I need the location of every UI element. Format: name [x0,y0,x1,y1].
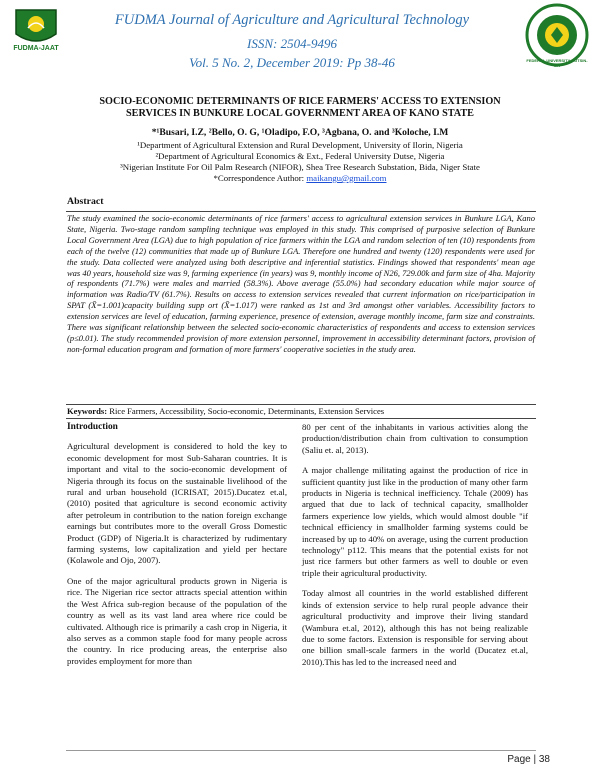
logo-left-caption: FUDMA-JAAT [13,45,59,52]
body-paragraph: One of the major agricultural products grown in Nigeria is rice. The Nigerian rice sector attracts special attention within the West Africa sub-region because of the population of the country as well as its vast land area where rice could be cultivated. Although rice is primarily a cash crop in Nigeria, it also serves as a common staple food for many people across the country. In rice producing areas, the enterprise also provides employment for more than [67,575,287,666]
affiliation-2: ²Department of Agricultural Economics & Ext., Federal University Dutse, Nigeria [155,151,445,161]
fudma-jaat-logo [6,4,66,56]
keywords-rule [66,418,536,419]
page-number: Page | 38 [507,754,550,765]
body-paragraph: 80 per cent of the inhabitants in various activities along the production/distribution chain from cultivation to consumption (Saliu et. al, 2013). [302,422,528,455]
keywords-label: Keywords: [67,406,108,416]
footer-rule [66,750,536,751]
abstract-text: The study examined the socio-economic determinants of rice farmers' access to agricultural extension services in Bunkure LGA, Kano State, Nigeria. Two-stage random sampling technique was employed in this study. This comprised of purposive selection of Bunkure Local Government Area (LGA) due to high population of rice farmers within the LGA and random selection of ten (10) respondents from each of the twelve (12) communities that made up of Bunkure LGA. Therefore one hundred and twenty (120) respondents were used for the study. Data collected were analyzed using both descriptive and inferential statistics. Findings showed that respondents' mean age was 40 years, household size was 9, farming experience (in years) was 9, monthly income of N26, 729.00k and farm size of 4ha. Majority of respondents (71.7%) were males and married (58.3%). Above average (55.0%) had secondary education while major source of information was Radio/TV (61.7%). Results on access to extension services revealed that current information on rice/participation in SPAT (X̄=1.001)capacity building supp ort (X̄=1.017) were ranked as 1st and 3rd amongst other variables. Accessibility factors to extension services are level of education, farming experience, presence of extension, average monthly income, farm size and constraints. There was significant relationship between the selected socio-economic characteristics of respondents and access to extension services (p≤0.01). The study recommended provision of more extension personnel, improvement in accessibility determinant factors, provision of non-formal education program and formation of more farmers' cooperative societies in the study area. [67,213,535,354]
seal-caption: FEDERAL UNIVERSITY DUTSIN-MA [526,58,588,68]
keywords-line [67,406,535,416]
correspondence-line [60,173,540,183]
correspondence-label: *Correspondence Author: [213,173,307,183]
affiliation-1: ¹Department of Agricultural Extension and Rural Development, University of Ilorin, Nigeria [137,140,463,150]
keywords-text: Rice Farmers, Accessibility, Socio-economic, Determinants, Extension Services [107,406,385,416]
left-column [67,422,287,676]
body-paragraph: A major challenge militating against the production of rice in sufficient quantity just like in the production of many other farm products in Nigeria is technical inefficiency. Tchale (2009) has argued that due to lack of technical capacity, smallholder farmers experience low yields, which would almost double "if technical efficiency in smallholder farming systems could be increased by up to 40% on average, using the current production technology" p112. This means that the potential exists for not just rice farmers but other farmers as well to double or even triple their agricultural productivity. [302,465,528,578]
author-list: *¹Busari, I.Z, ²Bello, O. G, ¹Oladipo, F.O, ³Agbana, O. and ³Koloche, I.M [151,127,449,138]
abstract-top-rule [66,211,536,212]
university-seal [525,3,589,67]
correspondence-email-link[interactable]: maikangu@gmail.com [306,173,387,183]
introduction-heading: Introduction [67,422,118,432]
abstract-bottom-rule [66,404,536,405]
abstract-heading: Abstract [67,196,104,207]
affiliation-3: ³Nigerian Institute For Oil Palm Research (NIFOR), Shea Tree Research Substation, Bida, Niger State [120,162,480,172]
paper-title: SOCIO-ECONOMIC DETERMINANTS OF RICE FARMERS' ACCESS TO EXTENSION SERVICES IN BUNKURE LOCAL GOVERNMENT AREA OF KANO STATE [99,96,501,119]
journal-title: FUDMA Journal of Agriculture and Agricultural Technology [114,12,470,28]
right-column [302,422,528,677]
volume-info: Vol. 5 No. 2, December 2019: Pp 38-46 [189,55,395,70]
issn: ISSN: 2504-9496 [247,36,337,51]
body-paragraph: Agricultural development is considered to hold the key to economic development for most Sub-Saharan countries. It is important and vital to the socio-economic development of Nigeria through its focus on the sustainable livelihood of the rural and urban household (ICRISAT, 2015).Ducatez et.al, (2010) posited that agriculture is second economic activity after petroleum in contribution to the nation foreign exchange earnings but contributes more to the overall Gross Domestic Product (GDP) of Nigeria.It is characterized by rudimentary farming systems, low capitalization and yield per hectare (Kolawole and Ojo, 2007). [67,441,287,566]
body-paragraph: Today almost all countries in the world established different kinds of extension service to help rural people advance their agricultural productivity and improve their living standard (Wambura et.al, 2012), although this has not being realizable due to some factors. Extension is responsible for serving about one billion small-scale farmers in the world (Ducatez et.al, 2010).This has led to the increased need and [302,588,528,667]
